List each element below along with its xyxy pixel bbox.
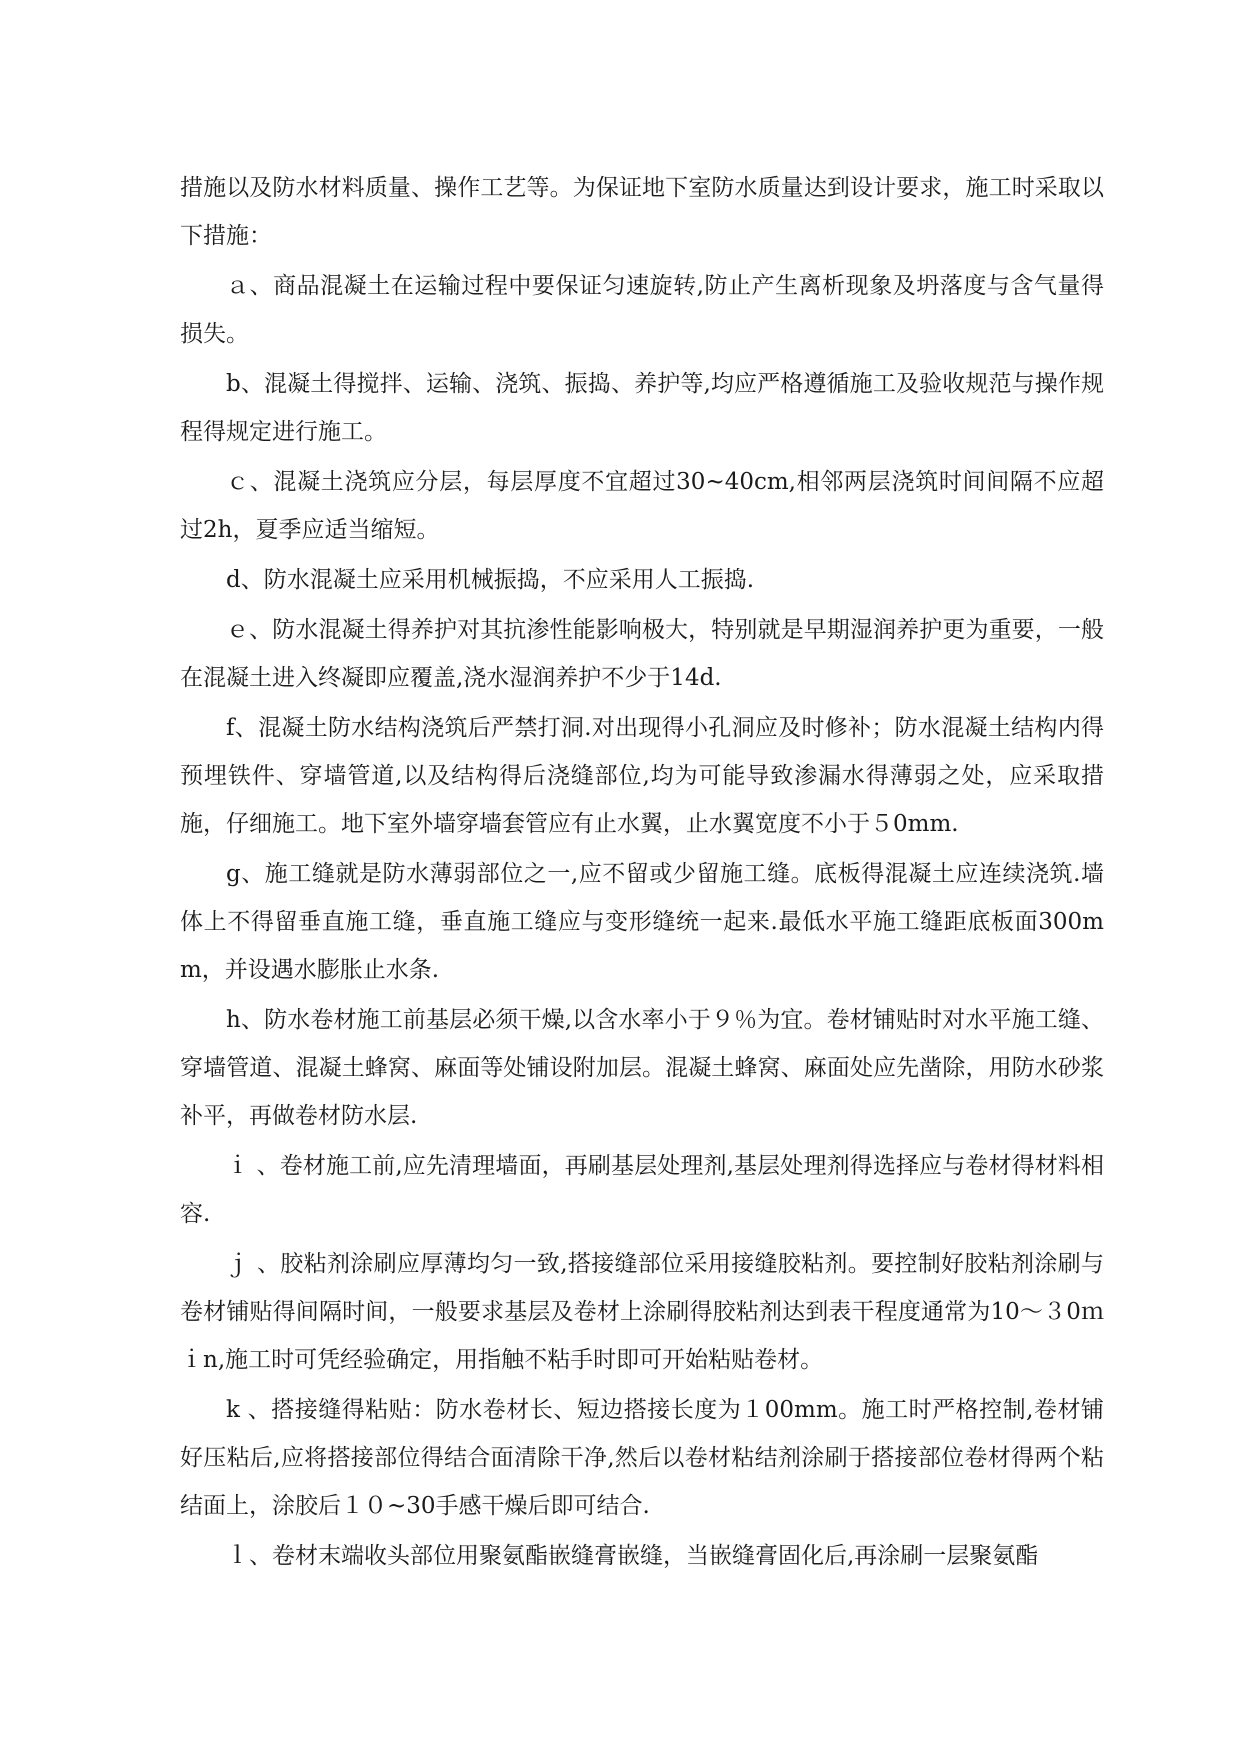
paragraph-intro: 措施以及防水材料质量、操作工艺等。为保证地下室防水质量达到设计要求，施工时采取以下措施：	[180, 175, 1104, 249]
paragraph-e: ｅ、防水混凝土得养护对其抗渗性能影响极大，特别就是早期湿润养护更为重要，一般在混凝土进入终凝即应覆盖,浇水湿润养护不少于14d.	[180, 617, 1104, 691]
paragraph-f: f、混凝土防水结构浇筑后严禁打洞.对出现得小孔洞应及时修补；防水混凝土结构内得预埋铁件、穿墙管道,以及结构得后浇缝部位,均为可能导致渗漏水得薄弱之处，应采取措施，仔细施工。地下室外墙穿墙套管应有止水翼，止水翼宽度不小于５0mm.	[180, 715, 1104, 837]
paragraph-h: h、防水卷材施工前基层必须干燥,以含水率小于９％为宜。卷材铺贴时对水平施工缝、穿墙管道、混凝土蜂窝、麻面等处铺设附加层。混凝土蜂窝、麻面处应先凿除，用防水砂浆补平，再做卷材防水层.	[180, 1007, 1104, 1129]
paragraph-i: ｉ 、卷材施工前,应先清理墙面，再刷基层处理剂,基层处理剂得选择应与卷材得材料相容.	[180, 1153, 1104, 1227]
paragraph-c: ｃ、混凝土浇筑应分层，每层厚度不宜超过30~40cm,相邻两层浇筑时间间隔不应超过2h，夏季应适当缩短。	[180, 469, 1104, 543]
paragraph-d: d、防水混凝土应采用机械振捣，不应采用人工振捣.	[226, 567, 755, 593]
paragraph-g: g、施工缝就是防水薄弱部位之一,应不留或少留施工缝。底板得混凝土应连续浇筑.墙体上不得留垂直施工缝，垂直施工缝应与变形缝统一起来.最低水平施工缝距底板面300mm，并设遇水膨胀止水条.	[180, 861, 1104, 983]
paragraph-k: k 、搭接缝得粘贴：防水卷材长、短边搭接长度为１00mm。施工时严格控制,卷材铺好压粘后,应将搭接部位得结合面清除干净,然后以卷材粘结剂涂刷于搭接部位卷材得两个粘结面上，涂胶后１０~30手感干燥后即可结合.	[180, 1397, 1104, 1519]
paragraph-l: ｌ、卷材末端收头部位用聚氨酯嵌缝膏嵌缝，当嵌缝膏固化后,再涂刷一层聚氨酯	[226, 1543, 1039, 1569]
document-body	[180, 164, 1104, 1582]
paragraph-j: ｊ 、胶粘剂涂刷应厚薄均匀一致,搭接缝部位采用接缝胶粘剂。要控制好胶粘剂涂刷与卷材铺贴得间隔时间，一般要求基层及卷材上涂刷得胶粘剂达到表干程度通常为10～３0ｍｉn,施工时可凭经验确定，用指触不粘手时即可开始粘贴卷材。	[180, 1251, 1104, 1373]
paragraph-b: b、混凝土得搅拌、运输、浇筑、振捣、养护等,均应严格遵循施工及验收规范与操作规程得规定进行施工。	[180, 371, 1104, 445]
paragraph-a: ａ、商品混凝土在运输过程中要保证匀速旋转,防止产生离析现象及坍落度与含气量得损失。	[180, 273, 1104, 347]
